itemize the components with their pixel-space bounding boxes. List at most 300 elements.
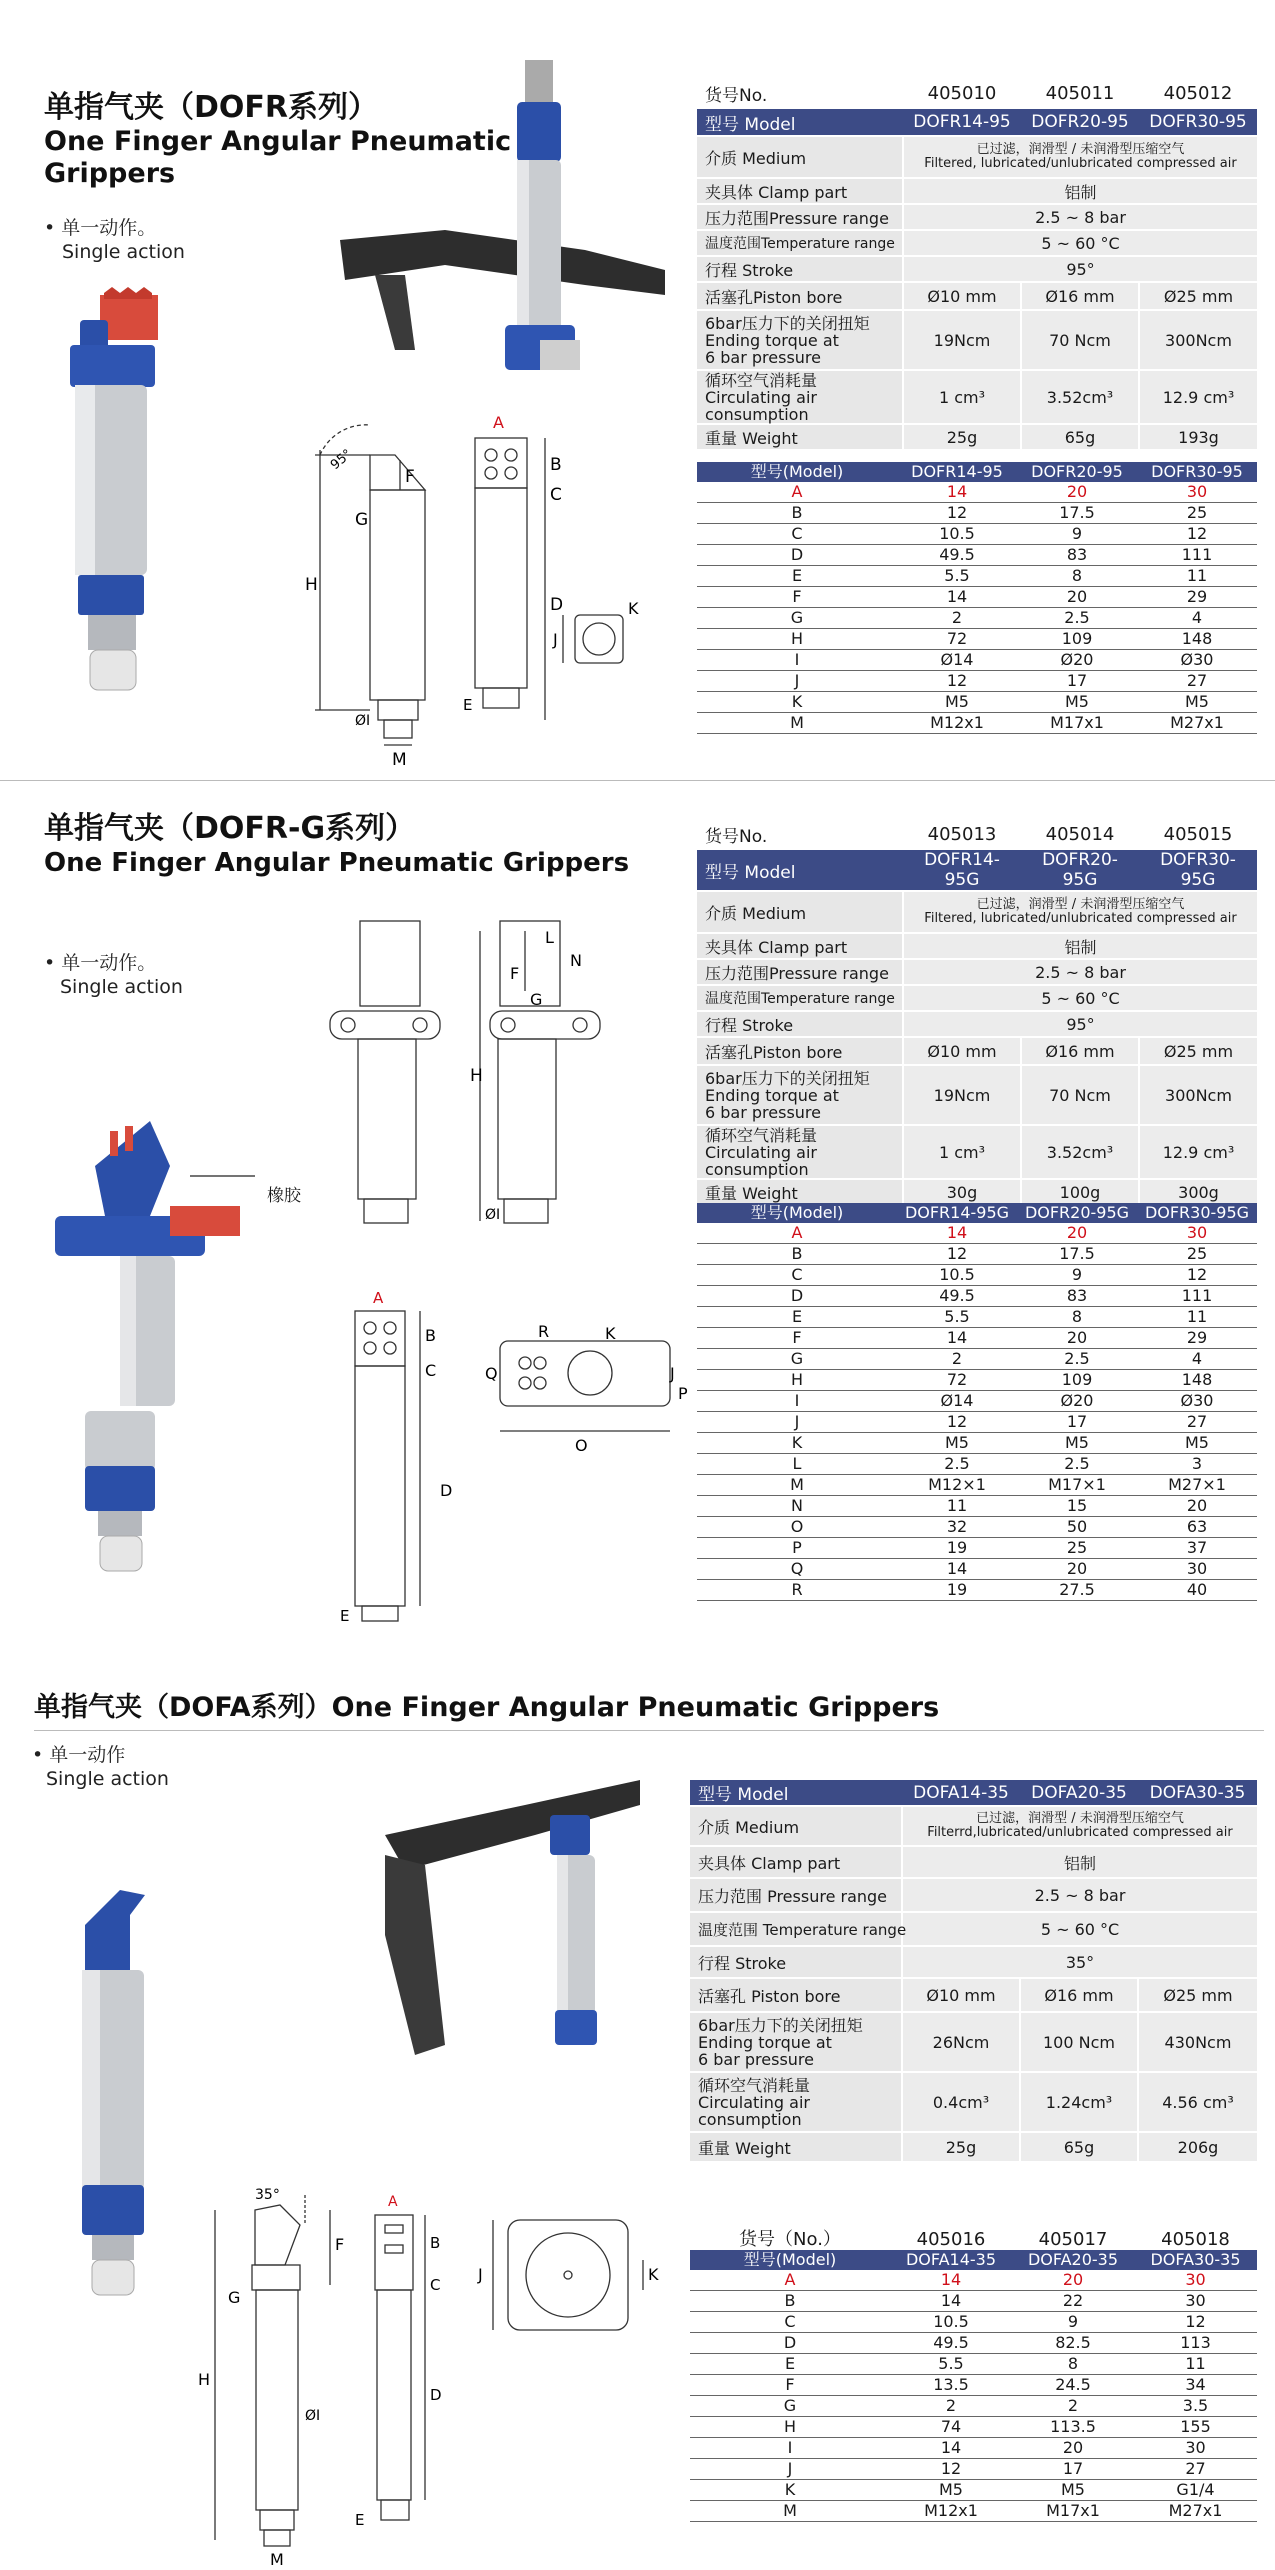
- dim-row-cell: 12: [890, 2459, 1012, 2480]
- section-dofa: [0, 1685, 1275, 2570]
- drawing-label-angle: 35°: [255, 2187, 280, 2203]
- dim-row-cell: A: [690, 2270, 890, 2291]
- spec-stroke-label: 行程 Stroke: [697, 256, 903, 282]
- spec-model: DOFR20-95G: [1021, 849, 1139, 891]
- dim-row-cell: M17×1: [1017, 1475, 1137, 1496]
- dim-row-cell: I: [690, 2438, 890, 2459]
- dim-row-cell: 8: [1017, 566, 1137, 587]
- spec-stroke-label: 行程 Stroke: [690, 1946, 902, 1978]
- spec-model: DOFR30-95G: [1139, 849, 1257, 891]
- dim-row-cell: M5: [890, 2480, 1012, 2501]
- feature-bullet-cn: • 单一动作: [32, 1744, 126, 1766]
- spec-piston: Ø10 mm: [903, 1037, 1021, 1065]
- dim-row-cell: 155: [1134, 2417, 1257, 2438]
- spec-pressure-label: 压力范围Pressure range: [697, 204, 903, 230]
- spec-piston: Ø16 mm: [1021, 282, 1139, 310]
- dim-row-cell: 17.5: [1017, 1244, 1137, 1265]
- dim-row-cell: C: [697, 524, 897, 545]
- dim-row-cell: C: [697, 1265, 897, 1286]
- dim-row: [697, 1580, 1257, 1601]
- spec-piston: Ø25 mm: [1138, 1978, 1257, 2012]
- drawing-label-r: R: [538, 1322, 550, 1341]
- drawing-label-a: A: [373, 1289, 384, 1307]
- spec-medium-label: 介质 Medium: [697, 891, 903, 933]
- dim-row-cell: G: [697, 608, 897, 629]
- dim-row-cell: Ø14: [897, 650, 1017, 671]
- dim-row-cell: 50: [1017, 1517, 1137, 1538]
- dim-row-cell: 12: [1137, 524, 1257, 545]
- spec-table-g: [697, 821, 1257, 1206]
- spec-clamp: 铝制: [903, 178, 1257, 204]
- dim-row-cell: M17x1: [1012, 2501, 1134, 2522]
- dimension-drawing-g-side-view: [320, 921, 700, 1241]
- dim-row-cell: M5: [1012, 2480, 1134, 2501]
- dim-row-cell: 30: [1134, 2438, 1257, 2459]
- dim-no-row-cell: 货号（No.）: [739, 2229, 841, 2250]
- spec-temp: 5 ~ 60 °C: [903, 230, 1257, 256]
- dim-row-cell: 63: [1137, 1517, 1257, 1538]
- dimension-table-g: [697, 1203, 1257, 1601]
- spec-piston: Ø10 mm: [902, 1978, 1020, 2012]
- drawing-label-h: H: [198, 2370, 211, 2389]
- dim-row-cell: 22: [1012, 2291, 1134, 2312]
- dim-row-cell: 27: [1137, 671, 1257, 692]
- drawing-label-b: B: [425, 1326, 436, 1345]
- dimension-table-dofa: [690, 2230, 1257, 2522]
- dim-row-cell: 9: [1017, 1265, 1137, 1286]
- dim-row: [697, 1475, 1257, 1496]
- spec-piston: Ø16 mm: [1020, 1978, 1138, 2012]
- spec-model: DOFR20-95: [1021, 108, 1139, 136]
- dim-header-row: [690, 2250, 1257, 2270]
- dim-row-cell: H: [697, 1370, 897, 1391]
- spec-torque-label: 6bar压力下的关闭扭矩: [698, 2015, 863, 2035]
- dim-row: [697, 1370, 1257, 1391]
- spec-clamp-label: 夹具体 Clamp part: [697, 933, 903, 959]
- dim-row-cell: 83: [1017, 1286, 1137, 1307]
- drawing-label-c: C: [425, 1361, 437, 1380]
- dim-row: [697, 1391, 1257, 1412]
- spec-pressure-label: 压力范围 Pressure range: [690, 1878, 902, 1912]
- drawing-label-k: K: [628, 599, 639, 618]
- spec-piston-label: 活塞孔Piston bore: [697, 1037, 903, 1065]
- dim-row: [697, 1538, 1257, 1559]
- spec-weight-label: 重量 Weight: [697, 1179, 903, 1205]
- dim-row: [697, 1412, 1257, 1433]
- spec-weight: 300g: [1139, 1179, 1257, 1205]
- dim-row-cell: 109: [1017, 1370, 1137, 1391]
- dofa-mounted-photo: [345, 1775, 645, 2065]
- drawing-label-e: E: [340, 1607, 350, 1625]
- dim-row-cell: 30: [1137, 482, 1257, 503]
- spec-torque-label: Ending torque at: [698, 2032, 832, 2052]
- dim-row: [690, 2459, 1257, 2480]
- drawing-label-m: M: [270, 2550, 284, 2569]
- dim-row-cell: 14: [890, 2270, 1012, 2291]
- spec-weight-label: 重量 Weight: [697, 424, 903, 450]
- spec-temp-label: 温度范围Temperature range: [697, 230, 903, 256]
- dim-row-cell: F: [690, 2375, 890, 2396]
- spec-torque: 430Ncm: [1138, 2012, 1257, 2072]
- dim-row-cell: 5.5: [890, 2354, 1012, 2375]
- dim-row-cell: Ø14: [897, 1391, 1017, 1412]
- drawing-label-d: D: [550, 595, 564, 615]
- dimension-drawing-dofa-front-view: [355, 2190, 465, 2535]
- dim-row-cell: 111: [1137, 1286, 1257, 1307]
- dim-row-cell: 12: [1137, 1265, 1257, 1286]
- spec-model: DOFR14-95: [903, 108, 1021, 136]
- spec-medium-label: 介质 Medium: [697, 136, 903, 178]
- dim-row-cell: 12: [897, 1412, 1017, 1433]
- spec-temp-label: 温度范围Temperature range: [697, 985, 903, 1011]
- dimension-drawing-dofa-top-view: [478, 2205, 668, 2355]
- dim-row-cell: 10.5: [897, 524, 1017, 545]
- dim-row-cell: 20: [1012, 2270, 1134, 2291]
- dim-header-row-cell: DOFR20-95: [1017, 462, 1137, 482]
- dim-row-cell: 14: [897, 1328, 1017, 1349]
- drawing-label-n: N: [570, 951, 582, 970]
- drawing-label-k: K: [605, 1324, 616, 1343]
- drawing-label-f: F: [510, 964, 520, 983]
- dim-row-cell: P: [697, 1538, 897, 1559]
- spec-model: DOFA14-35: [902, 1780, 1020, 1806]
- dim-row-cell: 34: [1134, 2375, 1257, 2396]
- spec-piston-label: 活塞孔Piston bore: [697, 282, 903, 310]
- spec-torque: 100 Ncm: [1020, 2012, 1138, 2072]
- dim-row-cell: 27.5: [1017, 1580, 1137, 1601]
- dim-row-cell: 49.5: [890, 2333, 1012, 2354]
- dim-row-cell: A: [697, 482, 897, 503]
- drawing-label-g: G: [355, 510, 369, 530]
- dim-row-cell: 25: [1137, 1244, 1257, 1265]
- dim-row: [690, 2438, 1257, 2459]
- spec-air: 12.9 cm³: [1139, 1125, 1257, 1179]
- spec-stroke: 95°: [903, 256, 1257, 282]
- spec-torque-label: 6 bar pressure: [705, 1102, 821, 1122]
- dim-row-cell: 14: [890, 2291, 1012, 2312]
- gripper-product-photo: [60, 285, 170, 755]
- dim-row-cell: R: [697, 1580, 897, 1601]
- dim-row-cell: 2: [1012, 2396, 1134, 2417]
- drawing-label-c: C: [430, 2276, 441, 2294]
- dim-row-cell: 14: [890, 2438, 1012, 2459]
- spec-air-label: consumption: [705, 1159, 809, 1179]
- dim-row-cell: 12: [1134, 2312, 1257, 2333]
- dim-row-cell: 17.5: [1017, 503, 1137, 524]
- spec-air-label: Circulating air: [705, 1142, 817, 1162]
- dim-row: [697, 1349, 1257, 1370]
- spec-air-label: 循环空气消耗量: [698, 2075, 811, 2095]
- spec-pressure-label: 压力范围Pressure range: [697, 959, 903, 985]
- spec-model: DOFA30-35: [1138, 1780, 1257, 1806]
- drawing-label-e: E: [463, 696, 473, 714]
- spec-weight: 65g: [1020, 2132, 1138, 2162]
- spec-temp-label: 温度范围 Temperature range: [690, 1912, 902, 1946]
- dim-row-cell: 17: [1017, 1412, 1137, 1433]
- dim-row: [697, 1496, 1257, 1517]
- drawing-label-g: G: [530, 990, 543, 1009]
- dim-header-row-cell: DOFR30-95: [1137, 462, 1257, 482]
- dim-row-cell: 8: [1017, 1307, 1137, 1328]
- spec-weight: 25g: [902, 2132, 1020, 2162]
- spec-torque: 70 Ncm: [1021, 1065, 1139, 1125]
- dim-row-cell: 109: [1017, 629, 1137, 650]
- spec-torque-label: 6 bar pressure: [698, 2049, 814, 2069]
- dim-row: [690, 2354, 1257, 2375]
- drawing-label-i: ØI: [355, 713, 371, 729]
- dim-row: [697, 1265, 1257, 1286]
- section-title: 单指气夹（DOFA系列）One Finger Angular Pneumatic Grippers: [34, 1685, 1264, 1731]
- spec-air-label: consumption: [698, 2109, 802, 2129]
- dim-row-cell: 12: [897, 671, 1017, 692]
- dim-row-cell: Ø20: [1017, 650, 1137, 671]
- spec-model: DOFA20-35: [1020, 1780, 1138, 1806]
- dim-row-cell: 3.5: [1134, 2396, 1257, 2417]
- dim-row: [690, 2417, 1257, 2438]
- dim-row-cell: D: [697, 545, 897, 566]
- spec-no: 405015: [1139, 821, 1257, 849]
- section-title-cn: 单指气夹（DOFR-G系列）: [44, 811, 416, 846]
- dim-row-cell: M27×1: [1137, 1475, 1257, 1496]
- feature-bullet-cn: • 单一动作。: [44, 952, 157, 974]
- dim-row-cell: 37: [1137, 1538, 1257, 1559]
- dim-row-cell: F: [697, 587, 897, 608]
- spec-table-dofa: [690, 1780, 1257, 2163]
- dim-row-cell: M: [697, 713, 897, 734]
- dim-row-cell: 27: [1137, 1412, 1257, 1433]
- drawing-label-j: J: [553, 630, 558, 649]
- dim-row-cell: B: [690, 2291, 890, 2312]
- spec-clamp: 铝制: [902, 1846, 1257, 1878]
- dim-header-row-cell: DOFR30-95G: [1137, 1203, 1257, 1223]
- dim-row: [690, 2396, 1257, 2417]
- feature-bullet-cn: • 单一动作。: [44, 217, 157, 239]
- spec-clamp-label: 夹具体 Clamp part: [697, 178, 903, 204]
- dim-header-row-cell: DOFA14-35: [890, 2250, 1012, 2270]
- dim-row-cell: 14: [897, 587, 1017, 608]
- dim-row-cell: M5: [1017, 692, 1137, 713]
- dim-row-cell: 20: [1017, 1223, 1137, 1244]
- dim-row: [697, 482, 1257, 503]
- section-title-en: One Finger Angular Pneumatic Grippers: [44, 848, 630, 878]
- dim-row-cell: M12×1: [897, 1475, 1017, 1496]
- dim-row: [697, 1454, 1257, 1475]
- dim-row-cell: K: [690, 2480, 890, 2501]
- dim-row: [697, 608, 1257, 629]
- spec-air: 0.4cm³: [902, 2072, 1020, 2132]
- spec-medium-en: Filtered, lubricated/unlubricated compressed air: [924, 156, 1237, 171]
- dim-row-cell: 30: [1134, 2291, 1257, 2312]
- dim-row-cell: 49.5: [897, 545, 1017, 566]
- dim-row: [690, 2291, 1257, 2312]
- dim-row-cell: 2.5: [897, 1454, 1017, 1475]
- spec-torque: 19Ncm: [903, 310, 1021, 370]
- spec-torque: 300Ncm: [1139, 1065, 1257, 1125]
- spec-weight: 25g: [903, 424, 1021, 450]
- dim-row-cell: C: [690, 2312, 890, 2333]
- dim-row-cell: Ø30: [1137, 650, 1257, 671]
- dim-row-cell: 12: [897, 1244, 1017, 1265]
- drawing-label-b: B: [550, 455, 562, 475]
- dim-row: [690, 2312, 1257, 2333]
- spec-air: 3.52cm³: [1021, 1125, 1139, 1179]
- dim-row-cell: 3: [1137, 1454, 1257, 1475]
- drawing-label-a: A: [493, 413, 504, 432]
- dim-row-cell: 5.5: [897, 1307, 1017, 1328]
- dim-row-cell: 10.5: [890, 2312, 1012, 2333]
- drawing-label-h: H: [305, 575, 318, 595]
- dim-row-cell: 14: [897, 482, 1017, 503]
- dim-no-row: [690, 2230, 1257, 2250]
- gripper-g-photo-base: [70, 1411, 180, 1581]
- dim-row-cell: 10.5: [897, 1265, 1017, 1286]
- dimension-drawing-g-front-view: [340, 1286, 470, 1626]
- dim-row-cell: M27x1: [1134, 2501, 1257, 2522]
- dim-row-cell: 74: [890, 2417, 1012, 2438]
- spec-torque-label: Ending torque at: [705, 1085, 839, 1105]
- dim-row: [697, 524, 1257, 545]
- dim-row-cell: H: [697, 629, 897, 650]
- dim-row: [697, 1328, 1257, 1349]
- spec-air: 12.9 cm³: [1139, 370, 1257, 424]
- spec-air: 1.24cm³: [1020, 2072, 1138, 2132]
- dim-row-cell: Ø20: [1017, 1391, 1137, 1412]
- spec-torque-label: Ending torque at: [705, 330, 839, 350]
- drawing-label-f: F: [335, 2235, 345, 2254]
- dim-row-cell: M5: [1017, 1433, 1137, 1454]
- feature-bullet-en: Single action: [62, 241, 185, 263]
- section-title-en-line2: Grippers: [44, 158, 176, 189]
- spec-piston: Ø16 mm: [1021, 1037, 1139, 1065]
- dimension-drawing-front-view: [465, 410, 585, 730]
- dim-row-cell: 82.5: [1012, 2333, 1134, 2354]
- drawing-label-o: O: [575, 1436, 588, 1455]
- drawing-label-a: A: [388, 2194, 398, 2210]
- spec-no-label: 货号No.: [697, 80, 903, 108]
- spec-air: 1 cm³: [903, 1125, 1021, 1179]
- drawing-label-b: B: [430, 2234, 441, 2252]
- dim-row: [697, 566, 1257, 587]
- dim-row: [697, 692, 1257, 713]
- spec-temp: 5 ~ 60 °C: [903, 985, 1257, 1011]
- dim-row-cell: 11: [1137, 1307, 1257, 1328]
- drawing-label-i: ØI: [485, 1207, 501, 1223]
- spec-weight-label: 重量 Weight: [690, 2132, 902, 2162]
- dim-row: [690, 2375, 1257, 2396]
- dim-row-cell: 11: [1137, 566, 1257, 587]
- spec-stroke-label: 行程 Stroke: [697, 1011, 903, 1037]
- dim-row-cell: 29: [1137, 587, 1257, 608]
- dim-row-cell: 72: [897, 629, 1017, 650]
- dim-row-cell: 30: [1137, 1559, 1257, 1580]
- dim-row-cell: A: [697, 1223, 897, 1244]
- dim-row-cell: M5: [1137, 1433, 1257, 1454]
- dim-row-cell: K: [697, 692, 897, 713]
- dim-row-cell: 13.5: [890, 2375, 1012, 2396]
- spec-piston: Ø10 mm: [903, 282, 1021, 310]
- dim-row: [697, 671, 1257, 692]
- spec-no: 405010: [903, 80, 1021, 108]
- spec-model-label: 型号 Model: [690, 1780, 902, 1806]
- dim-row-cell: O: [697, 1517, 897, 1538]
- dim-row-cell: 24.5: [1012, 2375, 1134, 2396]
- drawing-label-g: G: [228, 2288, 241, 2307]
- dim-no-row-cell: 405016: [916, 2229, 986, 2250]
- spec-torque: 26Ncm: [902, 2012, 1020, 2072]
- dim-no-row-cell: 405017: [1038, 2229, 1108, 2250]
- dim-row-cell: 20: [1017, 1559, 1137, 1580]
- dim-row-cell: B: [697, 1244, 897, 1265]
- dim-row-cell: 2: [890, 2396, 1012, 2417]
- spec-medium-cn: 已过滤，润滑型 / 未润滑型压缩空气: [976, 897, 1185, 912]
- dim-row: [697, 1559, 1257, 1580]
- drawing-label-angle: 95°: [327, 446, 356, 474]
- spec-torque-label: 6bar压力下的关闭扭矩: [705, 313, 870, 333]
- drawing-label-c: C: [550, 485, 562, 505]
- spec-air: 4.56 cm³: [1138, 2072, 1257, 2132]
- dim-row-cell: 148: [1137, 629, 1257, 650]
- dim-row: [697, 545, 1257, 566]
- spec-air-label: consumption: [705, 404, 809, 424]
- dim-row-cell: M5: [897, 1433, 1017, 1454]
- dim-row-cell: 17: [1017, 671, 1137, 692]
- section-title-cn: 单指气夹（DOFR系列）: [44, 90, 378, 125]
- spec-air-label: 循环空气消耗量: [705, 370, 818, 390]
- dim-row-cell: G: [697, 1349, 897, 1370]
- spec-air-label: Circulating air: [705, 387, 817, 407]
- spec-air: 3.52cm³: [1021, 370, 1139, 424]
- dim-row-cell: Q: [697, 1559, 897, 1580]
- dim-row-cell: D: [697, 1286, 897, 1307]
- dim-header-row-cell: DOFA20-35: [1012, 2250, 1134, 2270]
- spec-model: DOFR30-95: [1139, 108, 1257, 136]
- spec-table: [697, 80, 1257, 451]
- dim-row-cell: 4: [1137, 608, 1257, 629]
- spec-weight: 206g: [1138, 2132, 1257, 2162]
- dim-row: [697, 503, 1257, 524]
- rubber-note: 橡胶: [267, 1186, 301, 1206]
- spec-air-label: Circulating air: [698, 2092, 810, 2112]
- spec-piston: Ø25 mm: [1139, 282, 1257, 310]
- spec-temp: 5 ~ 60 °C: [902, 1912, 1257, 1946]
- spec-no-label: 货号No.: [697, 821, 903, 849]
- dim-row-cell: I: [697, 1391, 897, 1412]
- dim-row-cell: M: [697, 1475, 897, 1496]
- spec-weight: 193g: [1139, 424, 1257, 450]
- gripper-mounted-photo: [335, 50, 680, 395]
- spec-piston-label: 活塞孔 Piston bore: [690, 1978, 902, 2012]
- dim-row-cell: J: [690, 2459, 890, 2480]
- dim-row: [697, 1286, 1257, 1307]
- dim-row: [697, 1433, 1257, 1454]
- spec-clamp-label: 夹具体 Clamp part: [690, 1846, 902, 1878]
- dim-row: [697, 587, 1257, 608]
- spec-model-label: 型号 Model: [697, 849, 903, 891]
- dim-row-cell: 30: [1137, 1223, 1257, 1244]
- dim-row-cell: 49.5: [897, 1286, 1017, 1307]
- dim-row-cell: 25: [1137, 503, 1257, 524]
- gripper-g-product-photo: [50, 1106, 250, 1416]
- spec-no: 405011: [1021, 80, 1139, 108]
- dim-row-cell: 9: [1012, 2312, 1134, 2333]
- dim-row-cell: D: [690, 2333, 890, 2354]
- dim-row-cell: 30: [1134, 2270, 1257, 2291]
- dofa-product-photo: [70, 1885, 180, 2305]
- drawing-label-f: F: [405, 467, 415, 487]
- dim-row: [697, 629, 1257, 650]
- dim-row-cell: 40: [1137, 1580, 1257, 1601]
- dim-header-row: [697, 462, 1257, 482]
